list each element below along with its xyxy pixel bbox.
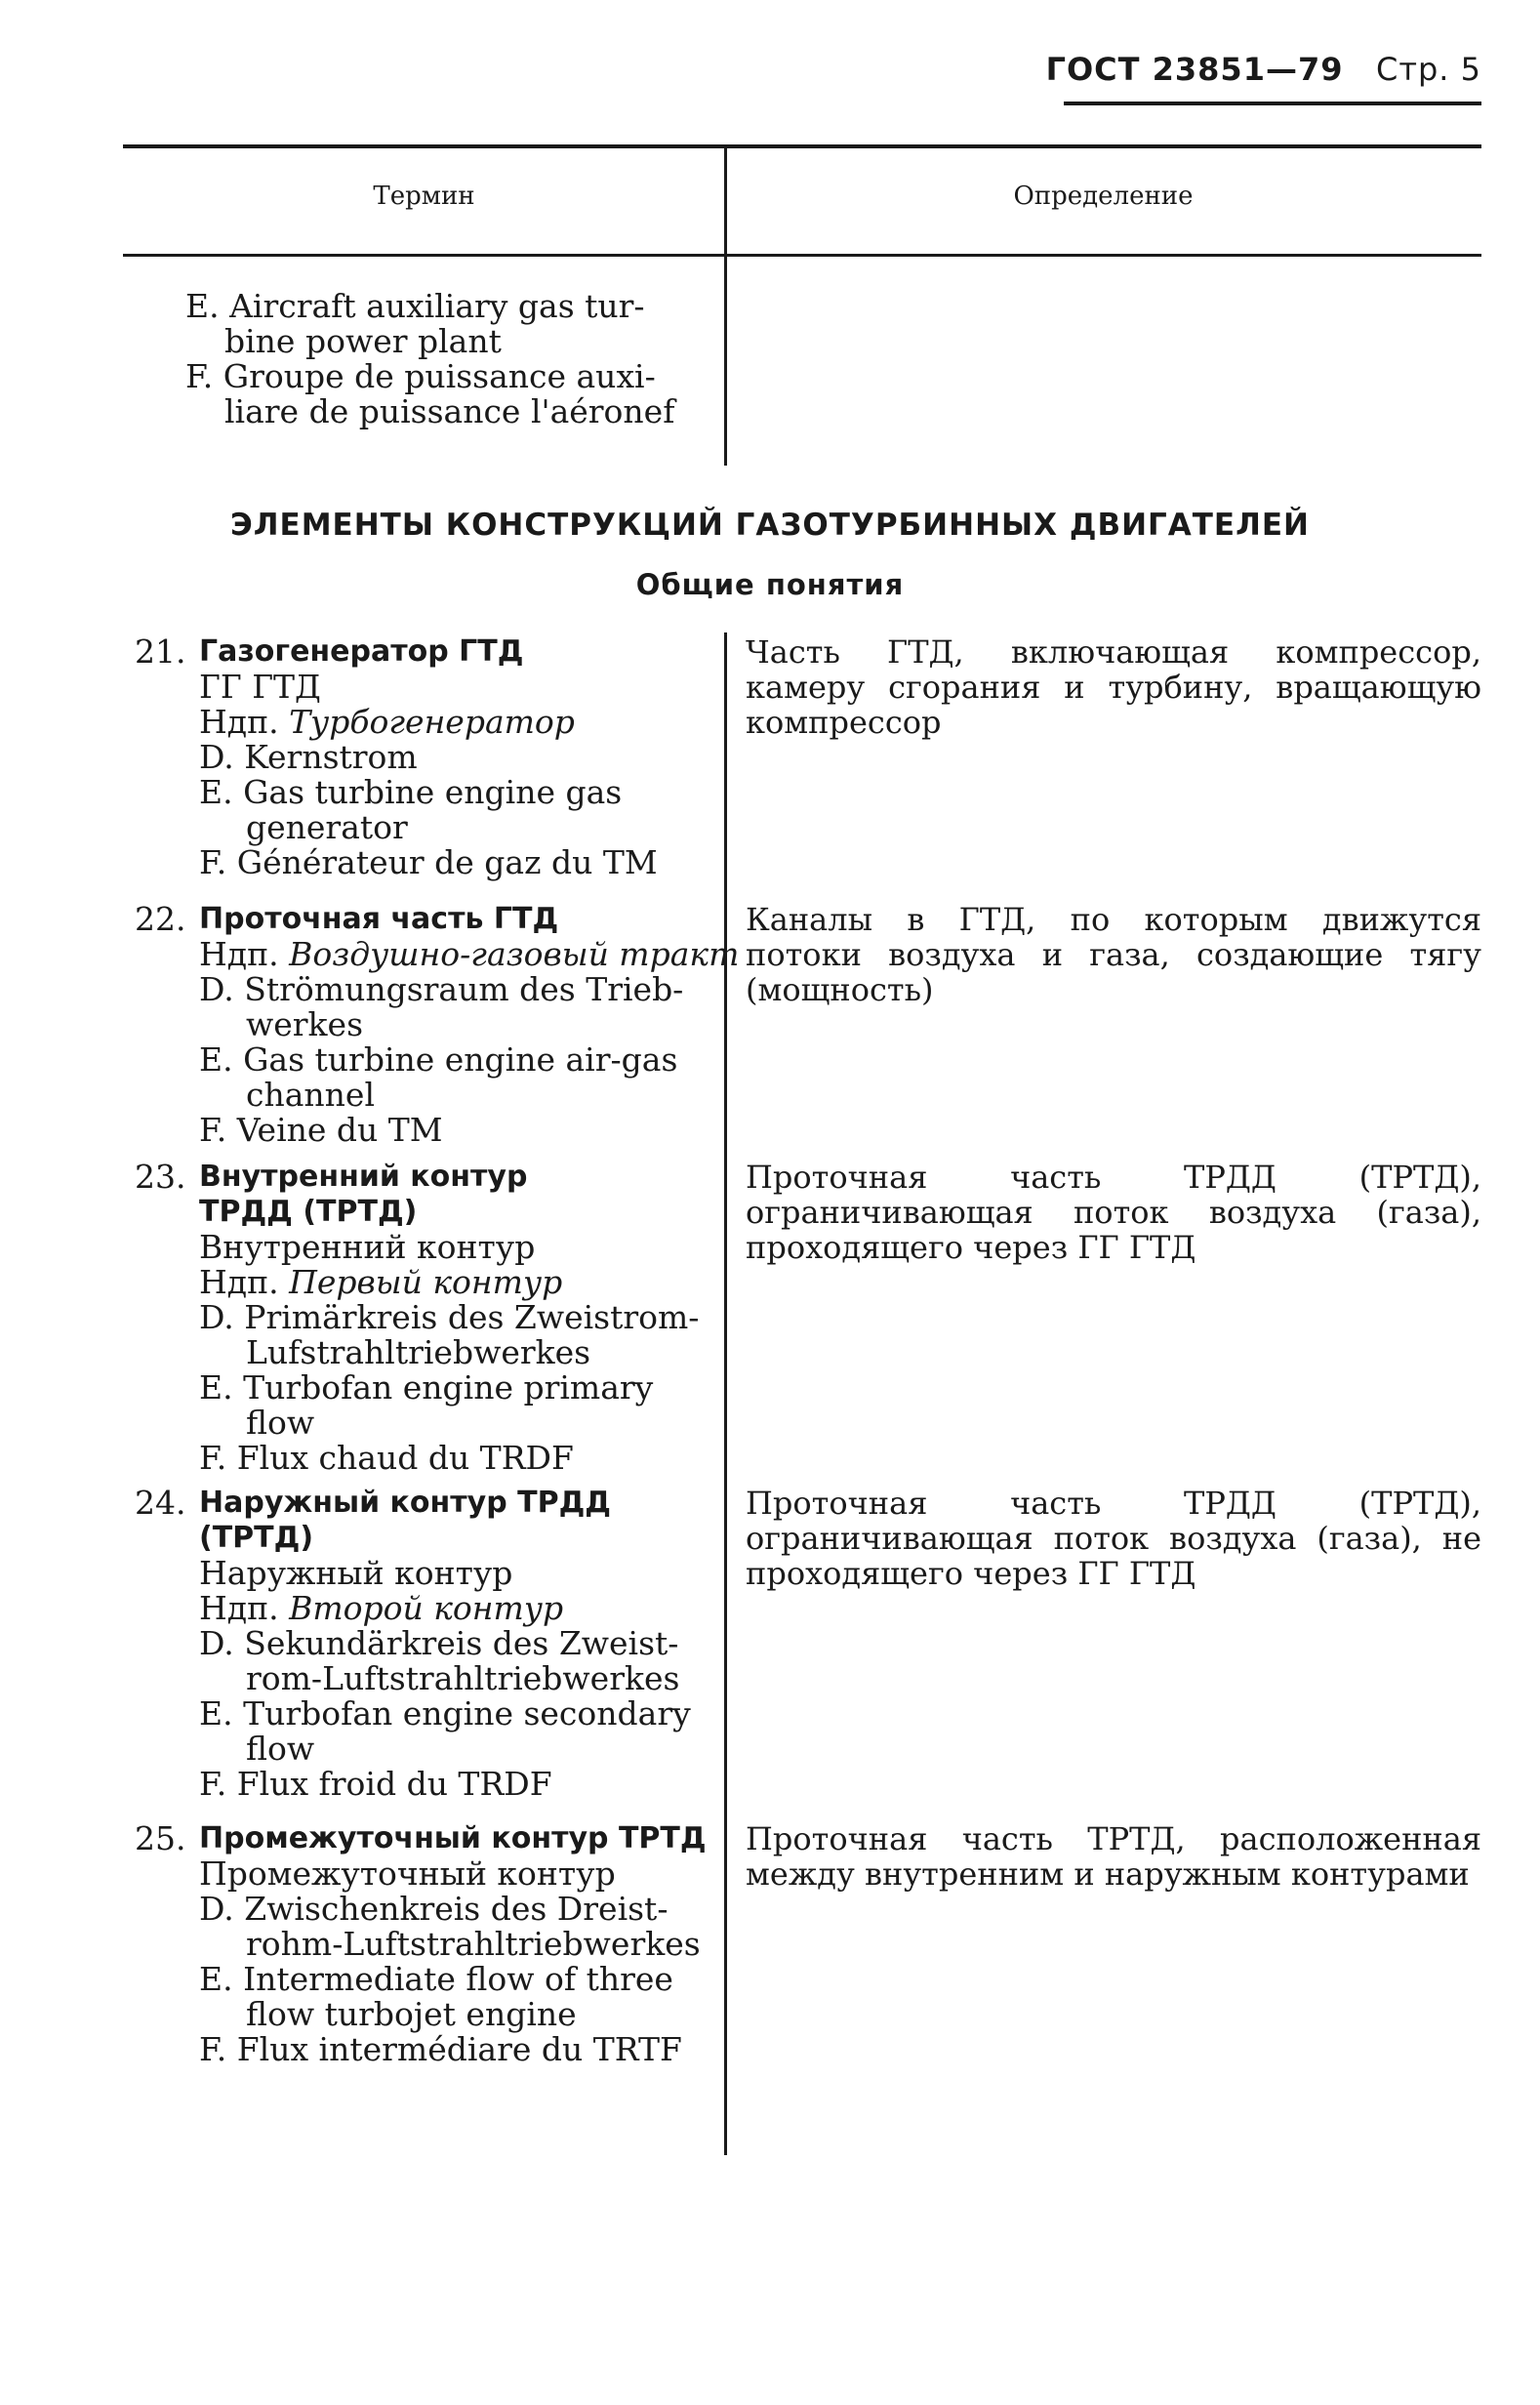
page-header xyxy=(1046,51,1481,88)
term-line: E. Aircraft auxiliary gas tur- xyxy=(185,287,645,325)
entry-term xyxy=(199,634,716,880)
entry-term xyxy=(199,1486,716,1802)
gost-number: ГОСТ 23851—79 xyxy=(1045,51,1344,88)
term-line: F. Groupe de puissance auxi- xyxy=(185,357,656,395)
term-column-header: Термин xyxy=(373,182,475,211)
term-line: channel xyxy=(246,1076,375,1114)
entry-number: 25. xyxy=(135,1819,186,1857)
entry-term xyxy=(199,1821,716,2067)
deprecated-term: Воздушно-газовый тракт xyxy=(289,935,740,973)
term-line: E. Intermediate flow of three xyxy=(199,1960,673,1998)
page-number: Стр. 5 xyxy=(1376,51,1481,88)
term-line: D. Kernstrom xyxy=(199,738,418,776)
term-line: flow xyxy=(246,1404,315,1442)
entry-term xyxy=(199,902,740,1149)
deprecated-term: Второй контур xyxy=(289,1589,564,1627)
entry-definition: Каналы в ГТД, по которым движутся потоки воздуха и газа, создающие тягу (мощность) xyxy=(746,901,1481,1008)
section-subtitle: Общие понятия xyxy=(635,568,905,601)
term-line: Ндп. Первый контур xyxy=(199,1263,563,1301)
entry-definition: Проточная часть ТРДД (ТРТД), ограничивающая поток воздуха (газа), проходящего через ГГ ГТД xyxy=(746,1159,1481,1266)
table-header-rule xyxy=(123,254,1481,257)
term-title: Внутренний контур xyxy=(199,1160,528,1194)
table-header-row xyxy=(123,144,1481,254)
term-title: Промежуточный контур ТРТД xyxy=(199,1821,707,1855)
deprecated-term: Первый контур xyxy=(289,1263,563,1301)
header-rule xyxy=(1064,102,1481,105)
term-line: Наружный контур xyxy=(199,1554,513,1592)
column-divider xyxy=(724,146,727,256)
term-line: Внутренний контур xyxy=(199,1228,536,1266)
term-line: Lufstrahltriebwerkes xyxy=(246,1333,591,1371)
continued-term xyxy=(185,289,717,429)
term-line: F. Veine du TM xyxy=(199,1111,443,1149)
term-line: bine power plant xyxy=(224,322,502,360)
term-line: Ндп. Второй контур xyxy=(199,1589,564,1627)
term-line: flow turbojet engine xyxy=(246,1995,577,2033)
term-title: (ТРТД) xyxy=(199,1521,314,1555)
column-divider xyxy=(724,632,727,2155)
term-line: generator xyxy=(246,808,408,846)
term-line: D. Zwischenkreis des Dreist- xyxy=(199,1890,669,1928)
entry-definition: Проточная часть ТРТД, расположенная между внутренним и наружным контурами xyxy=(746,1820,1481,1893)
term-line: flow xyxy=(246,1730,315,1768)
term-line: D. Strömungsraum des Trieb- xyxy=(199,970,684,1008)
entry-number: 22. xyxy=(135,900,186,938)
term-line: D. Primärkreis des Zweistrom- xyxy=(199,1298,700,1336)
entry-definition: Часть ГТД, включающая компрессор, камеру сгорания и турбину, вращающую компрессор xyxy=(746,633,1481,741)
term-line: D. Sekundärkreis des Zweist- xyxy=(199,1624,679,1662)
definition-column-header: Определение xyxy=(1013,182,1194,211)
term-line: werkes xyxy=(246,1005,364,1043)
term-line: Ндп. Турбогенератор xyxy=(199,703,575,741)
section-title: ЭЛЕМЕНТЫ КОНСТРУКЦИЙ ГАЗОТУРБИННЫХ ДВИГАТЕЛЕЙ xyxy=(230,508,1310,543)
term-title: Проточная часть ГТД xyxy=(199,902,559,936)
entry-number: 24. xyxy=(135,1484,186,1522)
term-line: F. Flux chaud du TRDF xyxy=(199,1439,574,1477)
term-line: rom-Luftstrahltriebwerkes xyxy=(246,1659,680,1697)
term-title: ТРДД (ТРТД) xyxy=(199,1195,418,1229)
term-line: F. Flux froid du TRDF xyxy=(199,1765,552,1803)
term-line: E. Turbofan engine secondary xyxy=(199,1694,691,1732)
entry-number: 21. xyxy=(135,632,186,671)
column-divider xyxy=(724,256,727,466)
term-line: ГГ ГТД xyxy=(199,668,321,706)
deprecated-term: Турбогенератор xyxy=(289,703,575,741)
term-line: F. Flux intermédiare du TRTF xyxy=(199,2030,682,2068)
term-line: E. Turbofan engine primary xyxy=(199,1368,654,1406)
term-line: Промежуточный контур xyxy=(199,1855,616,1893)
term-line: E. Gas turbine engine air-gas xyxy=(199,1040,678,1079)
term-line: F. Générateur de gaz du TM xyxy=(199,843,658,881)
term-line: liare de puissance l'aéronef xyxy=(224,392,675,430)
entry-definition: Проточная часть ТРДД (ТРТД), ограничивающая поток воздуха (газа), не проходящего через ГГ ГТД xyxy=(746,1485,1481,1592)
entry-number: 23. xyxy=(135,1158,186,1196)
term-line: rohm-Luftstrahltriebwerkes xyxy=(246,1925,701,1963)
entry-term xyxy=(199,1160,716,1476)
term-line: E. Gas turbine engine gas xyxy=(199,773,623,811)
term-title: Наружный контур ТРДД xyxy=(199,1486,612,1520)
term-title: Газогенератор ГТД xyxy=(199,634,524,669)
term-line: Ндп. Воздушно-газовый тракт xyxy=(199,935,740,973)
